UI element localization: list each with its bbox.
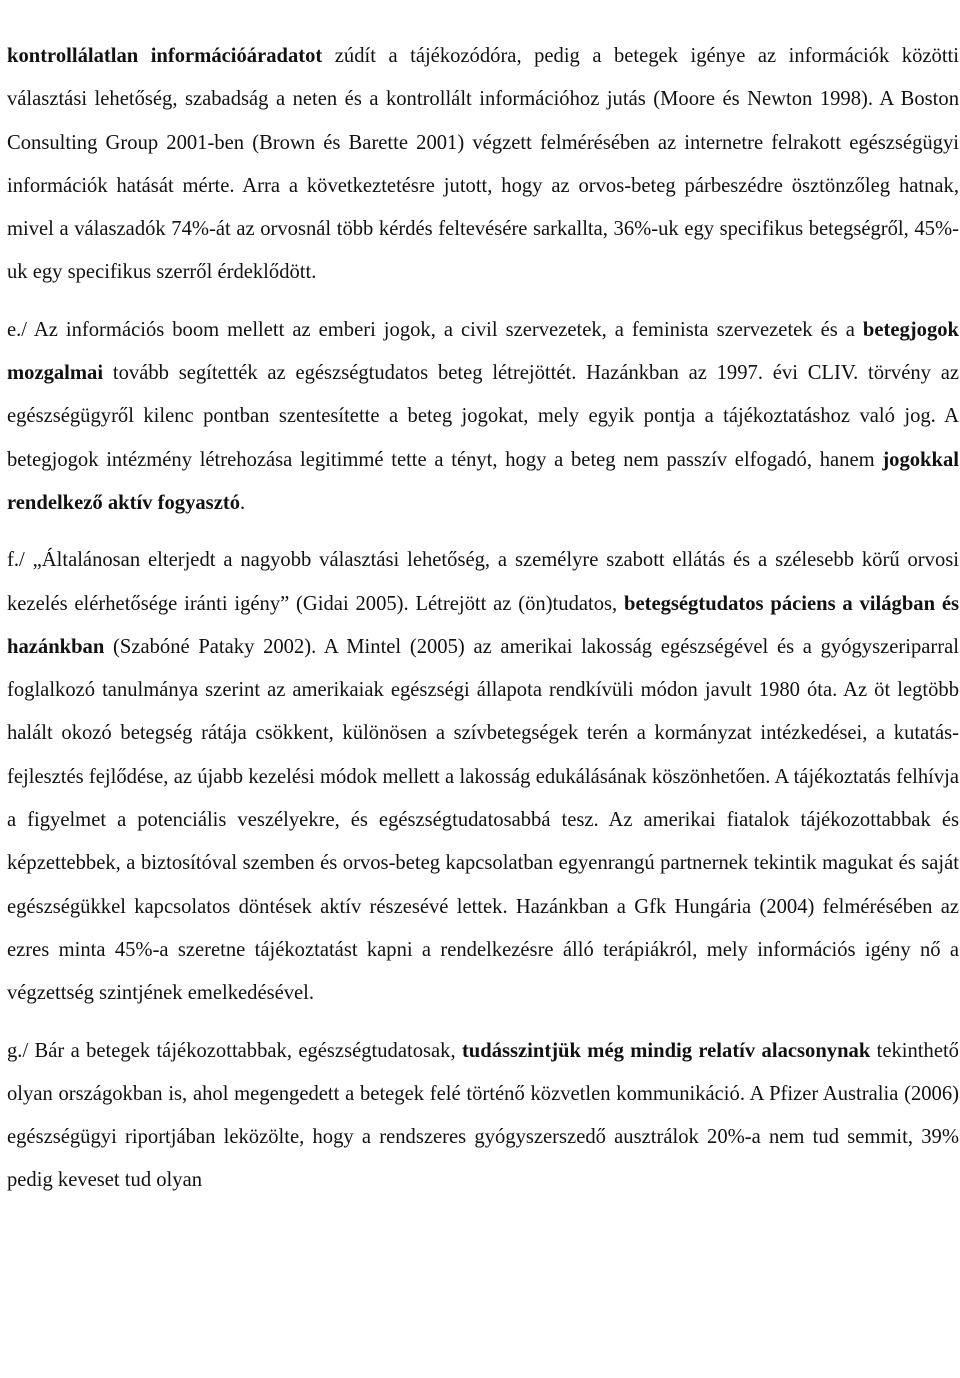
document-page xyxy=(7,35,959,1203)
paragraph-d xyxy=(7,35,959,295)
paragraph-g xyxy=(7,1030,959,1203)
bold-text: betegségtudatos páciens a világban és hazánkban xyxy=(7,592,959,658)
body-text: e./ Az információs boom mellett az emberi jogok, a civil szervezetek, a feminista szervezetek és a xyxy=(7,318,863,341)
bold-text: jogokkal rendelkező aktív fogyasztó xyxy=(7,448,959,514)
body-text: g./ Bár a betegek tájékozottabbak, egészségtudatosak, xyxy=(7,1039,462,1062)
body-text: f./ „Általánosan elterjedt a nagyobb választási lehetőség, a személyre szabott ellátás és a szélesebb körű orvosi kezelés elérhetősége iránti igény” (Gidai 2005). Létrejött az (ön)tudatos, xyxy=(7,549,959,615)
body-text: . xyxy=(240,491,246,514)
body-text: tovább segítették az egészségtudatos beteg létrejöttét. Hazánkban az 1997. évi CLIV. törvény az egészségügyről kilenc pontban szentesítette a beteg jogokat, mely egyik pontja a tájékoztatáshoz való jog. A betegjogok intézmény létrehozása legitimmé tette a tényt, hogy a beteg nem passzív elfogadó, hanem xyxy=(7,362,959,471)
body-text: zúdít a tájékozódóra, pedig a betegek igénye az információk közötti választási lehetőség, szabadság a neten és a kontrollált információhoz jutás (Moore és Newton 1998). A Boston Consulting Group 2001-ben (Brown és Barette 2001) végzett felmérésében az internetre felrakott egészségügyi információk hatását mérte. Arra a következtetésre jutott, hogy az orvos-beteg párbeszédre ösztönzőleg hatnak, mivel a válaszadók 74%-át az orvosnál több kérdés feltevésére sarkallta, 36%-uk egy specifikus betegségről, 45%-uk egy specifikus szerről érdeklődött. xyxy=(7,45,959,284)
bold-text: kontrollálatlan információáradatot xyxy=(7,45,323,67)
bold-text: tudásszintjük még mindig relatív alacsonynak xyxy=(461,1039,871,1062)
bold-text: betegjogok mozgalmai xyxy=(7,318,959,385)
paragraph-f xyxy=(7,539,959,1015)
paragraph-e xyxy=(7,309,959,525)
body-text: (Szabóné Pataky 2002). A Mintel (2005) az amerikai lakosság egészségével és a gyógyszeriparral foglalkozó tanulmánya szerint az amerikaiak egészségi állapota rendkívüli módon javult 1980 óta. Az öt legtöbb halált okozó betegség rátája csökkent, különösen a szívbetegségek terén a kormányzat intézkedései, a kutatás-fejlesztés fejlődése, az újabb kezelési módok mellett a lakosság edukálásának köszönhetően. A tájékoztatás felhívja a figyelmet a potenciális veszélyekre, és egészségtudatosabbá tesz. Az amerikai fiatalok tájékozottabbak és képzettebbek, a biztosítóval szemben és orvos-beteg kapcsolatban egyenrangú partnernek tekintik magukat és saját egészségükkel kapcsolatos döntések aktív részesévé lettek. Hazánkban a Gfk Hungária (2004) felmérésében az ezres minta 45%-a szeretne tájékoztatást kapni a rendelkezésre álló terápiákról, mely információs igény nő a végzettség szintjének emelkedésével. xyxy=(7,635,959,1005)
body-text: tekinthető olyan országokban is, ahol megengedett a betegek felé történő közvetlen kommunikáció. A Pfizer Australia (2006) egészségügyi riportjában leközölte, hogy a rendszeres gyógyszerszedő ausztrálok 20%-a nem tud semmit, 39% pedig keveset tud olyan xyxy=(7,1039,959,1192)
